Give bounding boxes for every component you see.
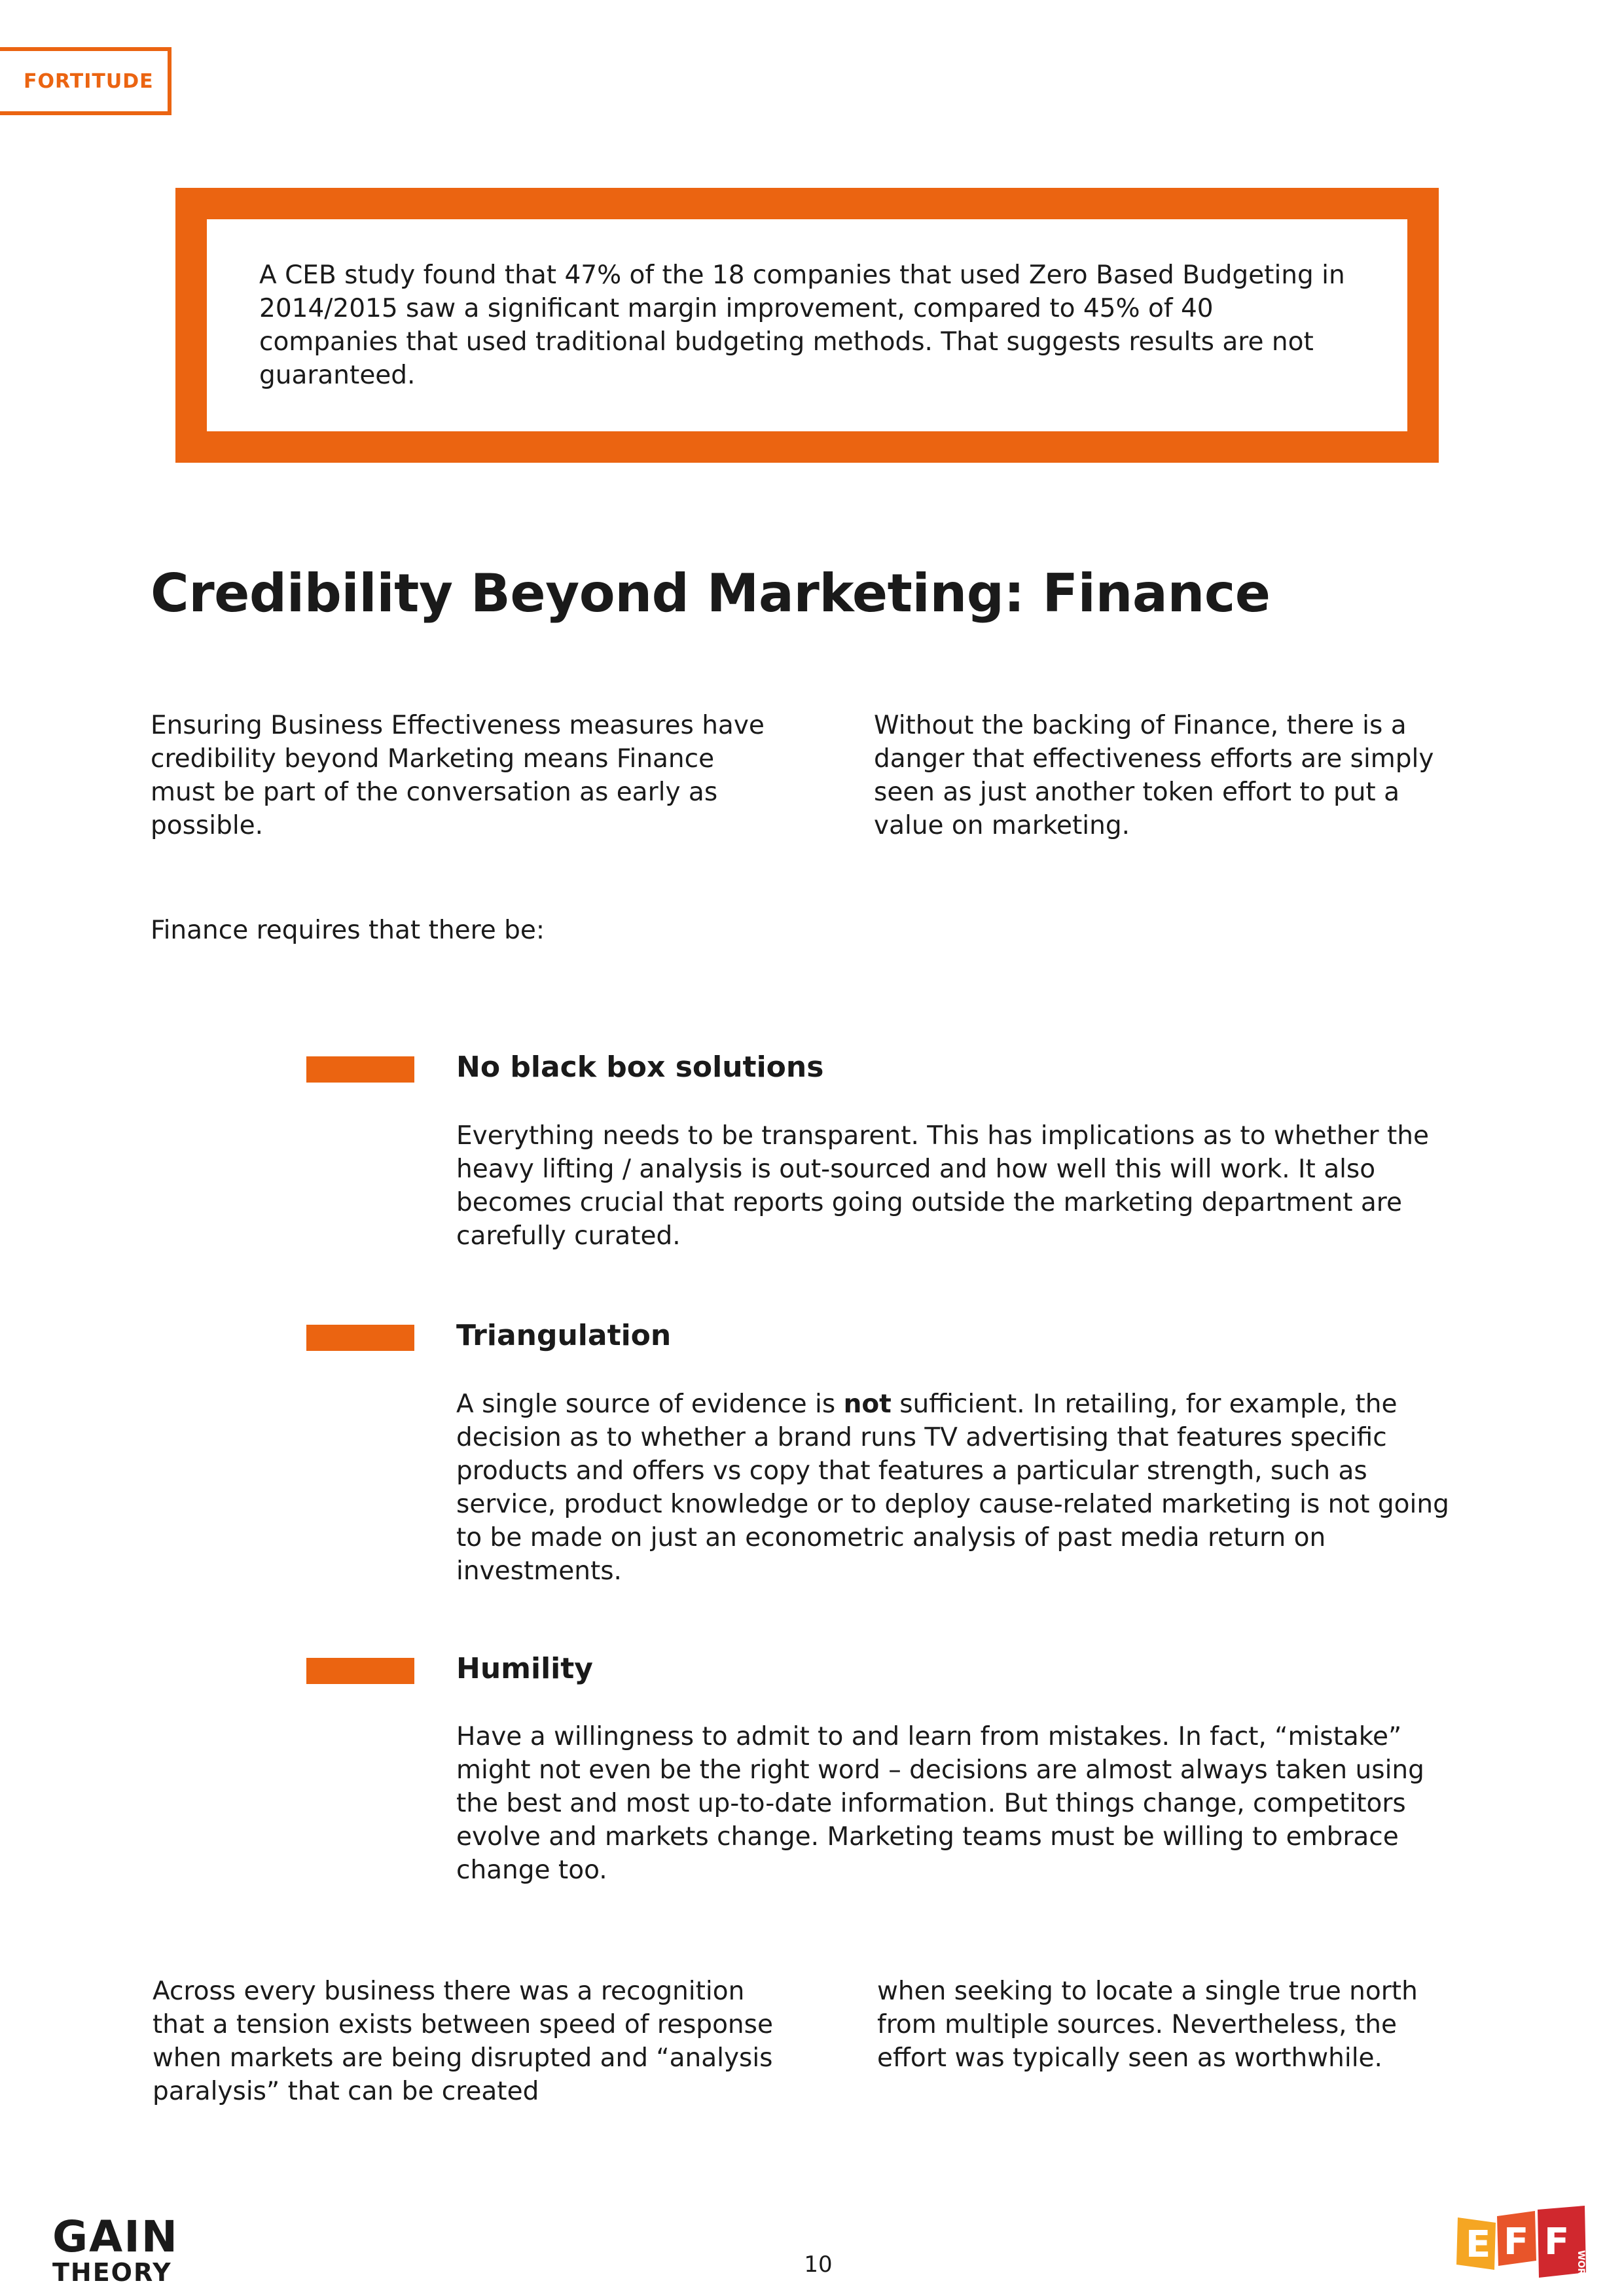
item-bar-2 (306, 1325, 414, 1351)
item-body-3: Have a willingness to admit to and learn from mistakes. In fact, “mistake” might not even be the right word – decisions are almost always taken using the best and most up-to-date information. But things change, competitors evolve and markets change. Marketing teams must be willing to embrace change too. (456, 1722, 1424, 1885)
svg-text:F: F (1544, 2221, 1570, 2263)
item-title-1: No black box solutions (456, 1050, 824, 1084)
eff-logo-icon (1456, 2204, 1587, 2283)
callout-text: A CEB study found that 47% of the 18 companies that used Zero Based Budgeting in 2014/2015 saw a significant margin improvement, compared to 45% of 40 companies that used traditional budgeting methods. That suggests results are not guaranteed. (259, 260, 1345, 390)
page-heading: Credibility Beyond Marketing: Finance (151, 563, 1271, 624)
svg-text:E: E (1466, 2223, 1491, 2266)
item-body-2 (456, 1388, 1451, 1588)
item-title-3: Humility (456, 1652, 593, 1685)
gain-theory-logo (52, 2212, 179, 2287)
item-bar-1 (306, 1056, 414, 1083)
section-tag-label: FORTITUDE (24, 69, 154, 93)
intro-right-paragraph: Without the backing of Finance, there is a danger that effectiveness efforts are simply seen as just another token effort to put a value on marketing. (874, 711, 1434, 840)
item-body-1: Everything needs to be transparent. This has implications as to whether the heavy lifting / analysis is out-sourced and how well this will work. It also becomes crucial that reports going outside the marketing department are carefully curated. (456, 1121, 1429, 1251)
svg-text:WORKS: WORKS (1576, 2250, 1586, 2283)
callout-inner (207, 219, 1407, 431)
eff-works-logo (1456, 2204, 1587, 2283)
gain-logo-line2: THEORY (52, 2258, 172, 2287)
closing-left-paragraph: Across every business there was a recognition that a tension exists between speed of response when markets are being disrupted and “analysis paralysis” that can be created (153, 1977, 773, 2106)
item-bar-3 (306, 1658, 414, 1684)
item-body-2-bold: not (843, 1390, 892, 1419)
callout-box (175, 188, 1439, 463)
closing-right-paragraph: when seeking to locate a single true north from multiple sources. Nevertheless, the effort was typically seen as worthwhile. (877, 1977, 1418, 2073)
item-title-2: Triangulation (456, 1319, 672, 1352)
item-body-2-part2: sufficient. In retailing, for example, the decision as to whether a brand runs TV advertising that features specific products and offers vs copy that features a particular strength, such as service, product knowledge or to deploy cause-related marketing is not going to be made on just an econometric analysis of past media return on investments. (456, 1390, 1449, 1586)
requires-text: Finance requires that there be: (151, 916, 545, 945)
page-number: 10 (804, 2251, 833, 2278)
section-tag (0, 47, 171, 115)
gain-logo-line1: GAIN (52, 2212, 179, 2262)
intro-left-paragraph: Ensuring Business Effectiveness measures have credibility beyond Marketing means Finance must be part of the conversation as early as possible. (151, 711, 765, 840)
svg-text:F: F (1504, 2221, 1529, 2263)
item-body-2-part1: A single source of evidence is (456, 1390, 844, 1419)
